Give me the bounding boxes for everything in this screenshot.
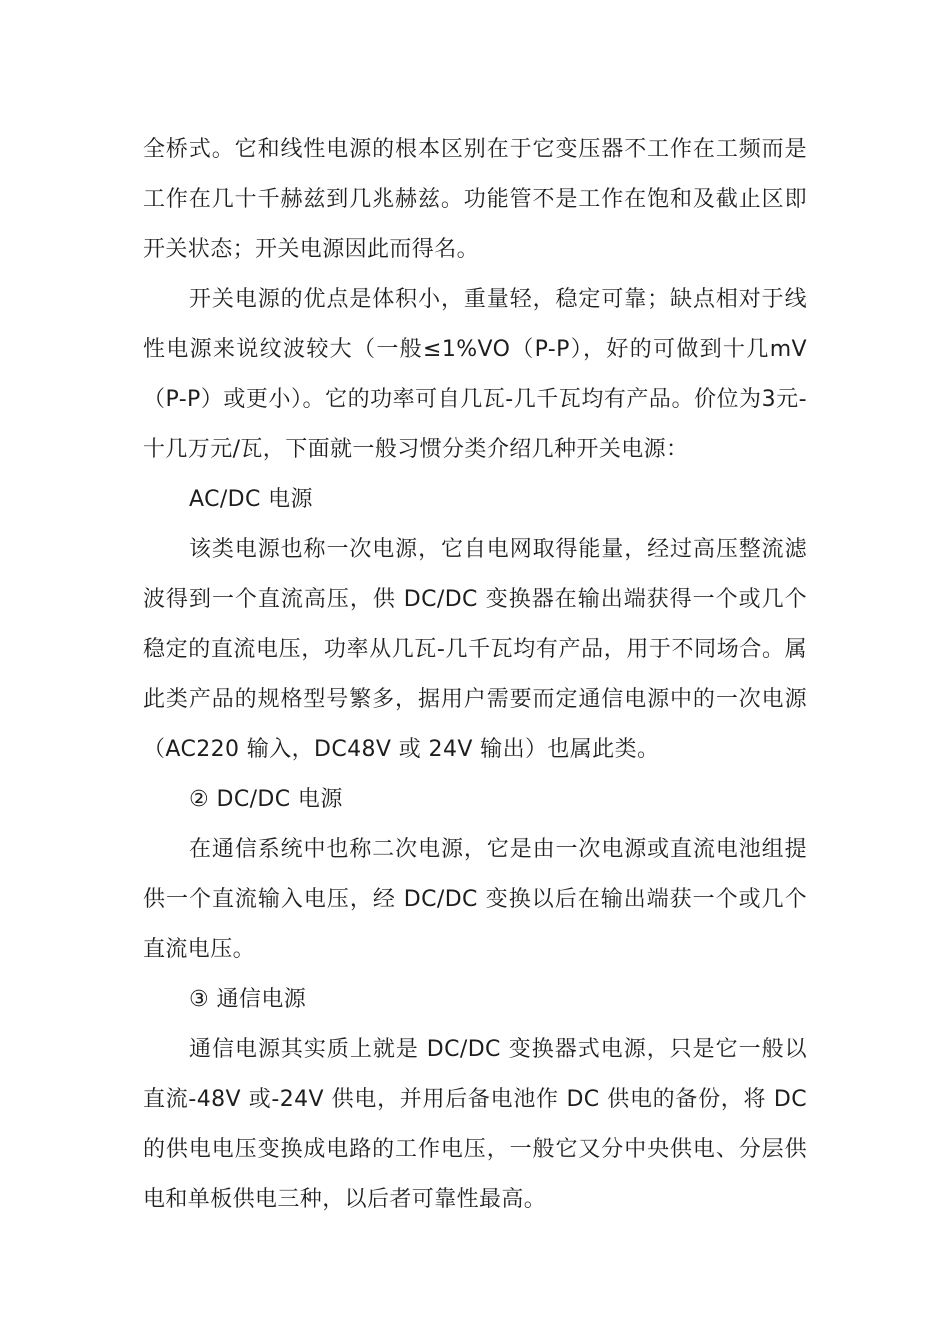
paragraph-full-bridge-intro: 全桥式。它和线性电源的根本区别在于它变压器不工作在工频而是工作在几十千赫兹到几兆赫兹。功能管不是工作在饱和及截止区即开关状态；开关电源因此而得名。 <box>143 137 807 262</box>
paragraph-ac-dc-description: 该类电源也称一次电源，它自电网取得能量，经过高压整流滤波得到一个直流高压，供 DC/DC 变换器在输出端获得一个或几个稳定的直流电压，功率从几瓦-几千瓦均有产品，用于不同场合。属此类产品的规格型号繁多，据用户需要而定通信电源中的一次电源（AC220 输入，DC48V 或 24V 输出）也属此类。 <box>143 537 807 762</box>
paragraph-dc-dc-description: 在通信系统中也称二次电源，它是由一次电源或直流电池组提供一个直流输入电压，经 DC/DC 变换以后在输出端获一个或几个直流电压。 <box>143 837 807 962</box>
paragraph-telecom-description: 通信电源其实质上就是 DC/DC 变换器式电源，只是它一般以直流-48V 或-24V 供电，并用后备电池作 DC 供电的备份，将 DC 的供电电压变换成电路的工作电压，一般它又分中央供电、分层供电和单板供电三种，以后者可靠性最高。 <box>143 1037 807 1212</box>
document-body <box>143 125 807 1225</box>
heading-ac-dc-power: AC/DC 电源 <box>189 487 313 512</box>
paragraph-advantages: 开关电源的优点是体积小，重量轻，稳定可靠；缺点相对于线性电源来说纹波较大（一般≤1%VO（P-P），好的可做到十几mV（P-P）或更小）。它的功率可自几瓦-几千瓦均有产品。价位为3元-十几万元/瓦，下面就一般习惯分类介绍几种开关电源： <box>143 287 807 462</box>
heading-telecom-power: ③ 通信电源 <box>189 987 307 1012</box>
heading-dc-dc-power: ② DC/DC 电源 <box>189 787 343 812</box>
